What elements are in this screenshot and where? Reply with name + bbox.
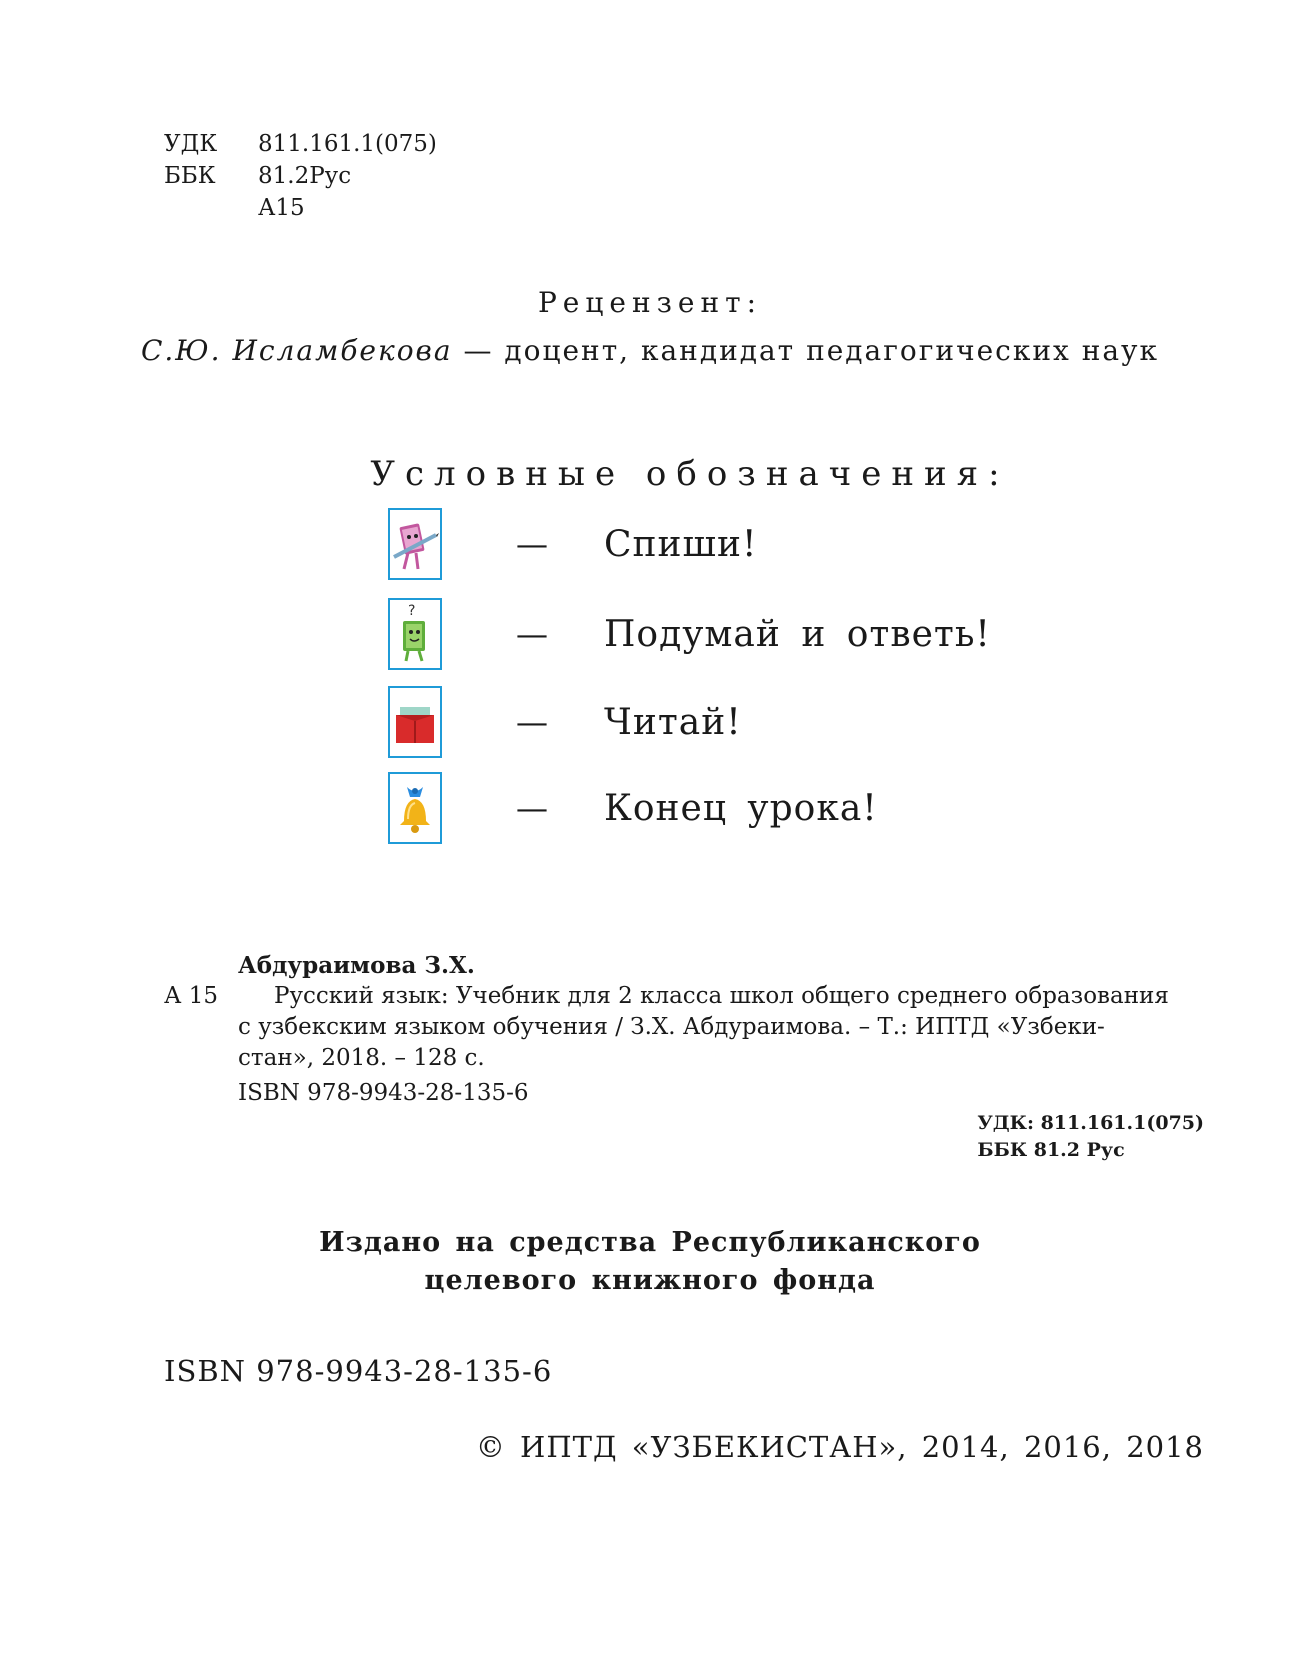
reviewer-line: [0, 334, 1300, 367]
reviewer-role: — доцент, кандидат педагогических наук: [463, 334, 1160, 367]
funding-line-2: целевого книжного фонда: [424, 1265, 876, 1296]
bbk-value: 81.2Рус: [258, 163, 352, 189]
legend-label: Подумай и ответь!: [604, 613, 991, 655]
funding-note: [0, 1224, 1300, 1300]
reading-book-icon: [388, 686, 442, 758]
legend-item-copy: [388, 508, 757, 580]
reviewer-heading: Рецензент:: [537, 286, 763, 319]
legend-label: Спиши!: [604, 523, 758, 565]
biblio-line-3: стан», 2018. – 128 с.: [238, 1045, 485, 1071]
bbk-label: ББК: [164, 163, 216, 189]
legend-heading: Условные обозначения:: [370, 454, 1010, 494]
biblio-isbn: ISBN 978-9943-28-135-6: [238, 1080, 529, 1106]
legend-label: Конец урока!: [604, 787, 878, 829]
legend-dash: —: [516, 525, 548, 563]
biblio-codes: [977, 1110, 1204, 1164]
bell-icon: [388, 772, 442, 844]
udk-value: 811.161.1(075): [258, 131, 437, 157]
bibliographic-entry: [164, 950, 1204, 1109]
legend-item-think: [388, 598, 991, 670]
isbn-main: ISBN 978-9943-28-135-6: [164, 1354, 553, 1388]
biblio-udk: УДК: 811.161.1(075): [977, 1112, 1204, 1134]
reviewer-name: С.Ю. Исламбекова: [140, 334, 453, 367]
funding-line-1: Издано на средства Республиканского: [319, 1227, 981, 1258]
biblio-line-1: Русский язык: Учебник для 2 класса школ общего среднего образования: [274, 983, 1169, 1009]
biblio-author: Абдураимова З.Х.: [238, 952, 475, 979]
legend-dash: —: [516, 789, 548, 827]
legend-dash: —: [516, 703, 548, 741]
thinking-book-icon: [388, 598, 442, 670]
legend-item-end: [388, 772, 878, 844]
biblio-line-2: с узбекским языком обучения / З.Х. Абдураимова. – Т.: ИПТД «Узбеки-: [238, 1014, 1105, 1040]
svg-text:?: ?: [408, 603, 416, 619]
author-mark: А15: [258, 195, 305, 221]
biblio-bbk: ББК 81.2 Рус: [977, 1139, 1125, 1161]
legend-label: Читай!: [604, 701, 742, 743]
copy-book-pen-icon: [388, 508, 442, 580]
biblio-code: А 15: [164, 983, 218, 1009]
classification-block: [164, 128, 437, 224]
copyright: © ИПТД «УЗБЕКИСТАН», 2014, 2016, 2018: [475, 1430, 1204, 1464]
udk-label: УДК: [164, 131, 218, 157]
legend-dash: —: [516, 615, 548, 653]
legend-item-read: [388, 686, 742, 758]
